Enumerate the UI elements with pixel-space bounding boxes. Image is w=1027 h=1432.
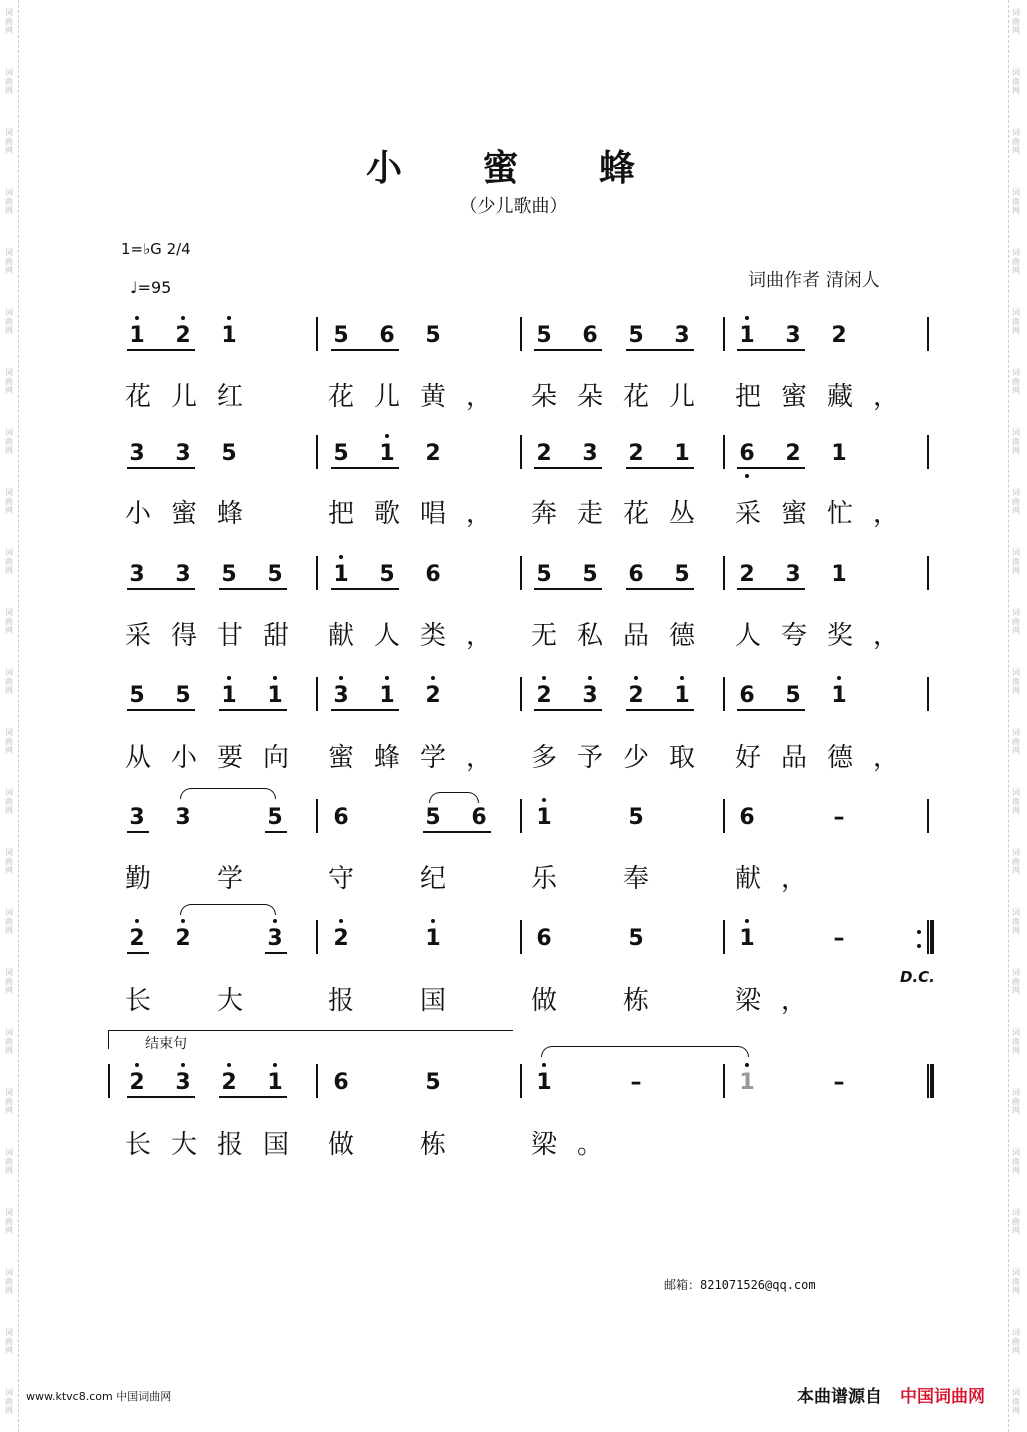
eighth-underline [127,952,149,954]
octave-dot [273,919,277,923]
note: 5 [425,1070,441,1095]
watermark-text: 词 曲 网 [1012,548,1020,575]
note: 6 [379,323,395,348]
barline [108,1064,110,1098]
watermark-text: 词 曲 网 [1012,1268,1020,1295]
octave-dot [542,1063,546,1067]
footer-brand: 中国词曲网 [900,1387,985,1407]
note: 5 [175,683,191,708]
barline [927,677,929,711]
watermark-text: 词 曲 网 [5,1268,13,1295]
note: 1 [831,562,847,587]
note: 3 [175,562,191,587]
watermark-text: 词 曲 网 [1012,248,1020,275]
repeat-dot [917,930,921,934]
note: 1 [831,683,847,708]
octave-dot [339,919,343,923]
note: 1 [425,926,441,951]
note: 5 [785,683,801,708]
tie [429,792,479,803]
note: 1 [333,562,349,587]
octave-dot [227,1063,231,1067]
eighth-underline [127,588,195,590]
eighth-underline [331,709,399,711]
eighth-underline [219,588,287,590]
lyric-segment: 多予少取 [531,743,716,773]
double-barline [930,920,934,954]
footer-source [797,1382,985,1407]
octave-dot [135,919,139,923]
note: 5 [129,683,145,708]
watermark-text: 词 曲 网 [5,8,13,35]
barline [520,1064,522,1098]
note: 1 [267,683,283,708]
octave-dot [588,676,592,680]
note: 5 [582,562,598,587]
eighth-underline [534,588,602,590]
lyric-segment: 守纪 [328,864,513,894]
note: 6 [536,926,552,951]
note: 3 [175,1070,191,1095]
tie [180,904,276,915]
note: 6 [333,1070,349,1095]
lyric-segment: 小蜜蜂 [125,499,264,529]
eighth-underline [331,588,399,590]
note: 2 [175,926,191,951]
note: 3 [129,562,145,587]
watermark-text: 词 曲 网 [1012,908,1020,935]
watermark-text: 词 曲 网 [5,488,13,515]
eighth-underline [127,831,149,833]
note: 5 [628,926,644,951]
note: 2 [129,926,145,951]
octave-dot [431,676,435,680]
note: 1 [536,805,552,830]
watermark-text: 词 曲 网 [5,1208,13,1235]
lyric-segment: 梁， [735,986,828,1016]
note: – [630,1070,642,1095]
octave-dot [680,676,684,680]
note: 1 [221,683,237,708]
octave-dot [837,676,841,680]
watermark-text: 词 曲 网 [5,1028,13,1055]
octave-dot [745,919,749,923]
barline [927,1064,929,1098]
octave-dot [385,676,389,680]
note: 5 [267,562,283,587]
eighth-underline [737,709,805,711]
octave-dot [542,798,546,802]
lyric-segment: 花儿黄， [328,382,513,412]
eighth-underline [219,709,287,711]
lyric-segment: 把蜜藏， [735,382,920,412]
barline [316,317,318,351]
lyric-segment: 人夸奖， [735,621,920,651]
note: 5 [267,805,283,830]
barline [927,556,929,590]
note: – [833,926,845,951]
watermark-text: 词 曲 网 [1012,728,1020,755]
eighth-underline [534,467,602,469]
barline [723,920,725,954]
watermark-text: 词 曲 网 [5,308,13,335]
watermark-text: 词 曲 网 [5,668,13,695]
watermark-text: 词 曲 网 [1012,1388,1020,1415]
octave-dot [181,316,185,320]
octave-dot [542,676,546,680]
note: 2 [785,441,801,466]
octave-dot [339,676,343,680]
note: 2 [628,441,644,466]
lyric-segment: 做栋 [531,986,716,1016]
watermark-text: 词 曲 网 [5,788,13,815]
barline [520,317,522,351]
note: 6 [425,562,441,587]
watermark-text: 词 曲 网 [1012,68,1020,95]
barline [520,799,522,833]
watermark-text: 词 曲 网 [1012,308,1020,335]
barline [316,677,318,711]
watermark-text: 词 曲 网 [1012,788,1020,815]
note: 1 [536,1070,552,1095]
lyric-segment: 奔走花丛 [531,499,716,529]
author-credit: 词曲作者 清闲人 [748,270,880,291]
note: 3 [582,683,598,708]
note: – [833,805,845,830]
footer-source-text: 本曲谱源自 [797,1387,882,1407]
watermark-text: 词 曲 网 [5,128,13,155]
note: 5 [536,323,552,348]
note: 1 [379,441,395,466]
eighth-underline [265,952,287,954]
watermark-text: 词 曲 网 [1012,8,1020,35]
note: 1 [267,1070,283,1095]
barline [723,317,725,351]
lyric-segment: 梁。 [531,1130,624,1160]
watermark-text: 词 曲 网 [1012,1088,1020,1115]
contact-email: 邮箱：821071526@qq.com [664,1278,816,1292]
barline [723,799,725,833]
barline [316,556,318,590]
note: 1 [739,1070,755,1095]
watermark-text: 词 曲 网 [1012,1328,1020,1355]
note: 1 [379,683,395,708]
double-barline [930,1064,934,1098]
eighth-underline [626,467,694,469]
note: 2 [221,1070,237,1095]
note: 3 [785,323,801,348]
eighth-underline [626,709,694,711]
note: 6 [628,562,644,587]
lyric-segment: 好品德， [735,743,920,773]
note: 1 [129,323,145,348]
note: 3 [129,805,145,830]
watermark-text: 词 曲 网 [5,248,13,275]
barline [520,677,522,711]
octave-dot [181,1063,185,1067]
barline [316,1064,318,1098]
eighth-underline [534,349,602,351]
note: 2 [739,562,755,587]
note: 3 [582,441,598,466]
watermark-text: 词 曲 网 [1012,1028,1020,1055]
watermark-text: 词 曲 网 [1012,668,1020,695]
note: 2 [425,441,441,466]
note: 1 [739,926,755,951]
note: 3 [267,926,283,951]
song-subtitle: （少儿歌曲） [459,196,568,217]
song-title: 小 蜜 蜂 [365,147,670,189]
note: 6 [739,441,755,466]
note: 6 [471,805,487,830]
watermark-text: 词 曲 网 [1012,128,1020,155]
note: 1 [674,683,690,708]
note: 2 [333,926,349,951]
lyric-segment: 报国 [328,986,513,1016]
octave-dot [634,676,638,680]
octave-dot [385,434,389,438]
octave-dot [181,919,185,923]
watermark-text: 词 曲 网 [1012,368,1020,395]
barline [723,677,725,711]
octave-dot [227,676,231,680]
note: 3 [175,441,191,466]
watermark-text: 词 曲 网 [5,728,13,755]
note: 6 [739,683,755,708]
barline [316,799,318,833]
note: 3 [674,323,690,348]
note: 2 [129,1070,145,1095]
eighth-underline [737,588,805,590]
lyric-segment: 采蜜忙， [735,499,920,529]
barline [927,435,929,469]
octave-dot [273,1063,277,1067]
eighth-underline [626,349,694,351]
watermark-text: 词 曲 网 [1012,488,1020,515]
lyric-segment: 朵朵花儿 [531,382,716,412]
octave-dot [339,555,343,559]
barline [927,920,929,954]
watermark-text: 词 曲 网 [5,608,13,635]
watermark-text: 词 曲 网 [5,1328,13,1355]
octave-dot [745,474,749,478]
eighth-underline [331,349,399,351]
eighth-underline [127,349,195,351]
barline [927,799,929,833]
lyric-segment: 献人类， [328,621,513,651]
octave-dot [745,1063,749,1067]
lyric-segment: 勤学 [125,864,310,894]
lyric-segment: 乐奉 [531,864,716,894]
barline [723,1064,725,1098]
barline [520,556,522,590]
octave-dot [135,1063,139,1067]
note: 5 [425,805,441,830]
eighth-underline [423,831,491,833]
barline [927,317,929,351]
watermark-text: 词 曲 网 [5,1088,13,1115]
lyric-segment: 献， [735,864,828,894]
watermark-text: 词 曲 网 [5,428,13,455]
lyric-segment: 长大 [125,986,310,1016]
note: 2 [175,323,191,348]
eighth-underline [265,831,287,833]
tie [180,788,276,799]
lyric-segment: 把歌唱， [328,499,513,529]
note: 6 [739,805,755,830]
note: 5 [628,323,644,348]
tie [541,1046,749,1057]
octave-dot [745,316,749,320]
note: 5 [221,562,237,587]
eighth-underline [534,709,602,711]
watermark-text: 词 曲 网 [1012,848,1020,875]
note: 5 [628,805,644,830]
note: 3 [785,562,801,587]
note: 5 [221,441,237,466]
watermark-text: 词 曲 网 [1012,188,1020,215]
note: 3 [175,805,191,830]
note: 5 [674,562,690,587]
watermark-text: 词 曲 网 [5,1148,13,1175]
watermark-text: 词 曲 网 [5,188,13,215]
tempo-marking: ♩=95 [130,278,172,297]
watermark-text: 词 曲 网 [5,1388,13,1415]
eighth-underline [737,467,805,469]
barline [316,920,318,954]
lyric-segment: 从小要向 [125,743,310,773]
octave-dot [273,676,277,680]
note: 3 [333,683,349,708]
note: 6 [333,805,349,830]
lyric-segment: 做栋 [328,1130,513,1160]
watermark-text: 词 曲 网 [5,548,13,575]
note: 2 [831,323,847,348]
barline [723,556,725,590]
note: 5 [425,323,441,348]
note: 1 [831,441,847,466]
lyric-segment: 采得甘甜 [125,621,310,651]
octave-dot [431,919,435,923]
lyric-segment: 花儿红 [125,382,264,412]
note: 1 [221,323,237,348]
note: 5 [379,562,395,587]
note: 5 [333,323,349,348]
watermark-text: 词 曲 网 [5,368,13,395]
eighth-underline [127,709,195,711]
eighth-underline [626,588,694,590]
repeat-dot [917,944,921,948]
watermark-text: 词 曲 网 [5,848,13,875]
note: 6 [582,323,598,348]
lyric-segment: 蜜蜂学， [328,743,513,773]
note: 5 [536,562,552,587]
note: 2 [536,683,552,708]
ending-label: 结束句 [145,1036,187,1052]
octave-dot [135,316,139,320]
eighth-underline [127,467,195,469]
lyric-segment: 无私品德 [531,621,716,651]
note: 5 [333,441,349,466]
footer-site: www.ktvc8.com 中国词曲网 [26,1390,172,1403]
watermark-text: 词 曲 网 [1012,608,1020,635]
eighth-underline [737,349,805,351]
watermark-text: 词 曲 网 [5,908,13,935]
note: 1 [739,323,755,348]
octave-dot [227,316,231,320]
eighth-underline [219,1096,287,1098]
note: 2 [425,683,441,708]
note: 2 [536,441,552,466]
watermark-text: 词 曲 网 [1012,968,1020,995]
note: 3 [129,441,145,466]
key-signature: 1=♭G 2/4 [121,240,191,258]
watermark-text: 词 曲 网 [1012,1208,1020,1235]
barline [520,435,522,469]
barline [316,435,318,469]
eighth-underline [331,467,399,469]
watermark-text: 词 曲 网 [5,968,13,995]
watermark-text: 词 曲 网 [1012,428,1020,455]
note: 2 [628,683,644,708]
eighth-underline [127,1096,195,1098]
da-capo-mark: D.C. [900,968,935,986]
note: 1 [674,441,690,466]
barline [723,435,725,469]
watermark-text: 词 曲 网 [5,68,13,95]
lyric-segment: 长大报国 [125,1130,310,1160]
note: – [833,1070,845,1095]
watermark-text: 词 曲 网 [1012,1148,1020,1175]
barline [520,920,522,954]
